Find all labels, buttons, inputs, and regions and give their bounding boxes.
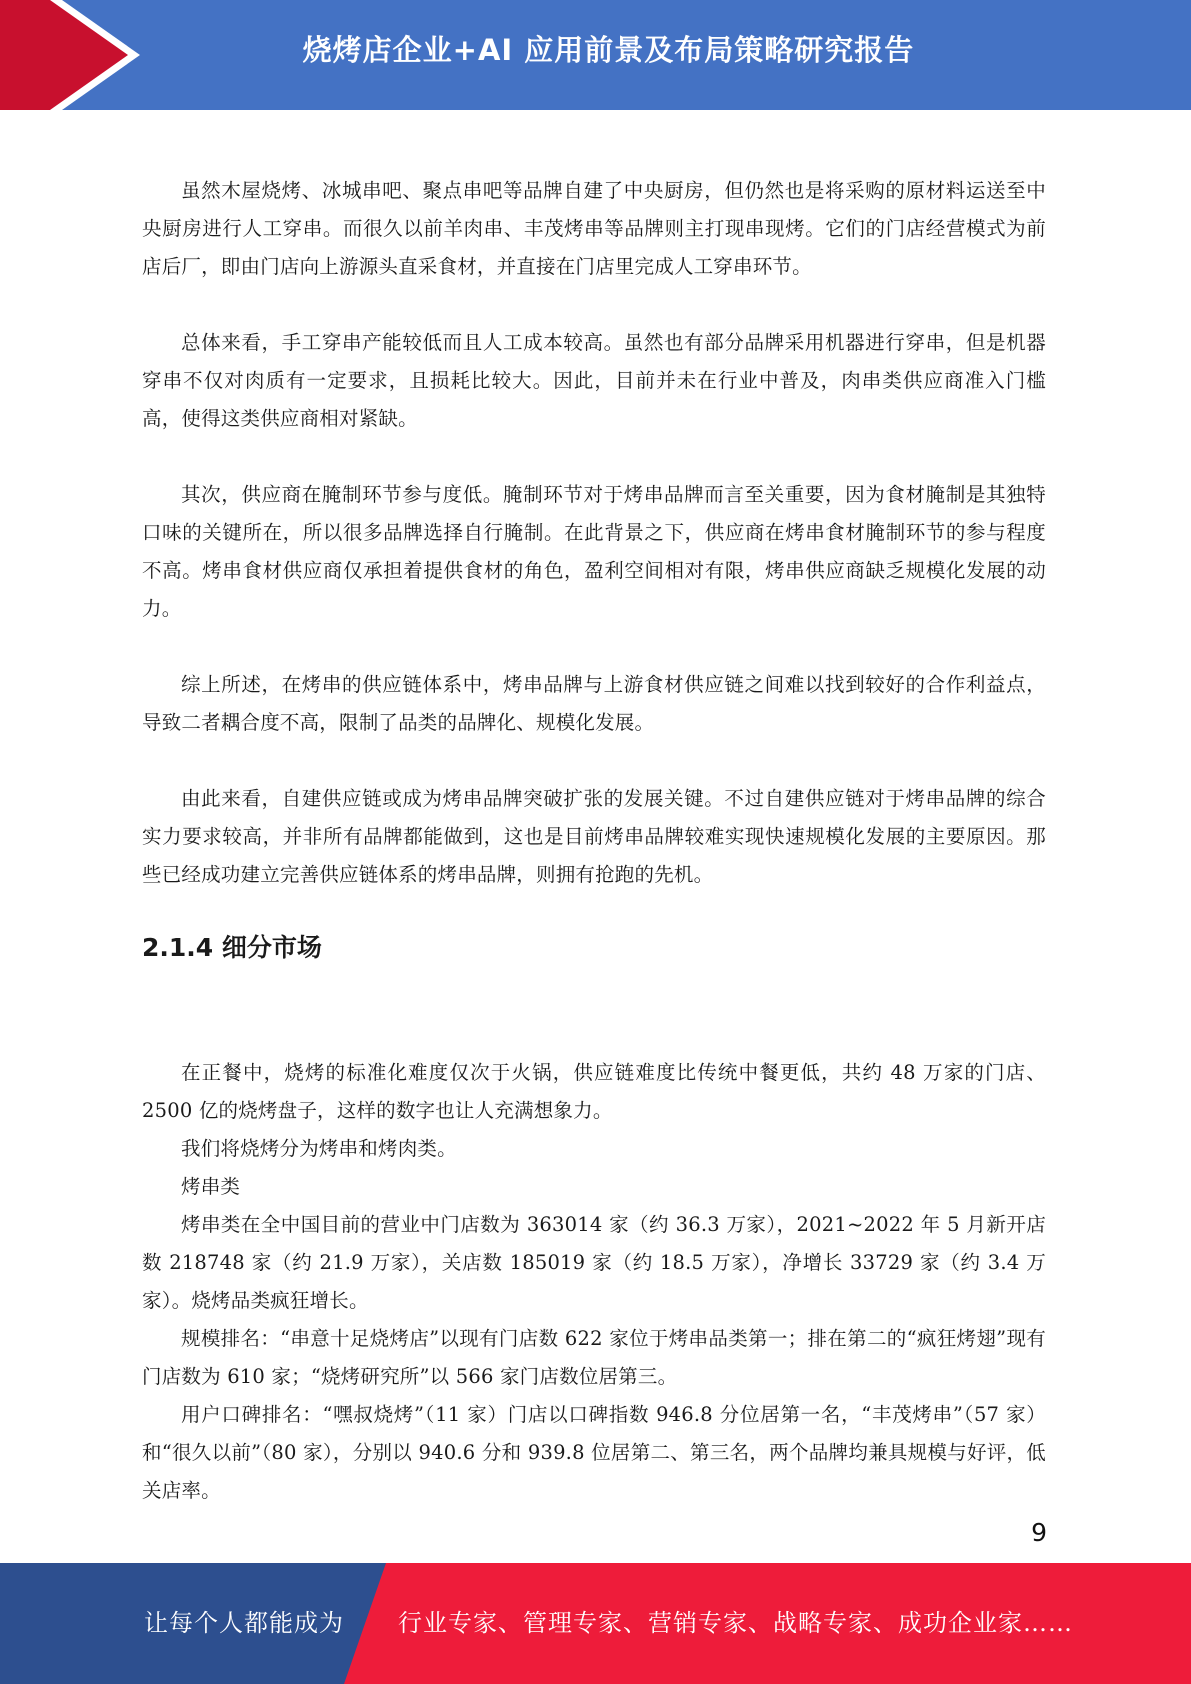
footer-banner xyxy=(0,1563,1191,1684)
paragraph: 总体来看，手工穿串产能较低而且人工成本较高。虽然也有部分品牌采用机器进行穿串，但是机器穿串不仅对肉质有一定要求，且损耗比较大。因此，目前并未在行业中普及，肉串类供应商准入门槛高，使得这类供应商相对紧缺。 xyxy=(142,331,1046,430)
page-number: 9 xyxy=(1031,1518,1047,1547)
paragraph: 综上所述，在烤串的供应链体系中，烤串品牌与上游食材供应链之间难以找到较好的合作利益点，导致二者耦合度不高，限制了品类的品牌化、规模化发展。 xyxy=(142,673,1046,734)
paragraph: 在正餐中，烧烤的标准化难度仅次于火锅，供应链难度比传统中餐更低，共约 48 万家的门店、2500 亿的烧烤盘子，这样的数字也让人充满想象力。 xyxy=(142,1061,1046,1122)
paragraph: 由此来看，自建供应链或成为烤串品牌突破扩张的发展关键。不过自建供应链对于烤串品牌的综合实力要求较高，并非所有品牌都能做到，这也是目前烤串品牌较难实现快速规模化发展的主要原因。那些已经成功建立完善供应链体系的烤串品牌，则拥有抢跑的先机。 xyxy=(142,787,1046,886)
paragraph: 用户口碑排名：“嘿叔烧烤”（11 家）门店以口碑指数 946.8 分位居第一名，“丰茂烤串”（57 家）和“很久以前”（80 家），分别以 940.6 分和 939.8 位居第二、第三名，两个品牌均兼具规模与好评，低关店率。 xyxy=(142,1403,1046,1502)
paragraph: 我们将烧烤分为烤串和烤肉类。 xyxy=(181,1137,457,1160)
paragraph: 规模排名：“串意十足烧烤店”以现有门店数 622 家位于烤串品类第一；排在第二的“疯狂烤翅”现有门店数为 610 家；“烧烤研究所”以 566 家门店数位居第三。 xyxy=(142,1327,1046,1388)
header-banner xyxy=(0,0,1191,110)
footer-slogan-left: 让每个人都能成为 xyxy=(144,1609,344,1637)
paragraph: 烤串类在全中国目前的营业中门店数为 363014 家（约 36.3 万家），2021~2022 年 5 月新开店数 218748 家（约 21.9 万家），关店数 185019 家（约 18.5 万家），净增长 33729 家（约 3.4 万家）。烧烤品类疯狂增长。 xyxy=(142,1213,1046,1312)
footer-slogan-right: 行业专家、管理专家、营销专家、战略专家、成功企业家…… xyxy=(398,1609,1073,1637)
paragraph: 虽然木屋烧烤、冰城串吧、聚点串吧等品牌自建了中央厨房，但仍然也是将采购的原材料运送至中央厨房进行人工穿串。而很久以前羊肉串、丰茂烤串等品牌则主打现串现烤。它们的门店经营模式为前店后厂，即由门店向上游源头直采食材，并直接在门店里完成人工穿串环节。 xyxy=(142,179,1046,278)
paragraph: 其次，供应商在腌制环节参与度低。腌制环节对于烤串品牌而言至关重要，因为食材腌制是其独特口味的关键所在，所以很多品牌选择自行腌制。在此背景之下，供应商在烤串食材腌制环节的参与程度不高。烤串食材供应商仅承担着提供食材的角色，盈利空间相对有限，烤串供应商缺乏规模化发展的动力。 xyxy=(142,483,1046,620)
report-title: 烧烤店企业+AI 应用前景及布局策略研究报告 xyxy=(302,33,915,67)
document-body xyxy=(142,172,1046,1510)
subheading-barbecue-skewers: 烤串类 xyxy=(181,1175,241,1198)
section-heading: 2.1.4 细分市场 xyxy=(142,933,322,962)
